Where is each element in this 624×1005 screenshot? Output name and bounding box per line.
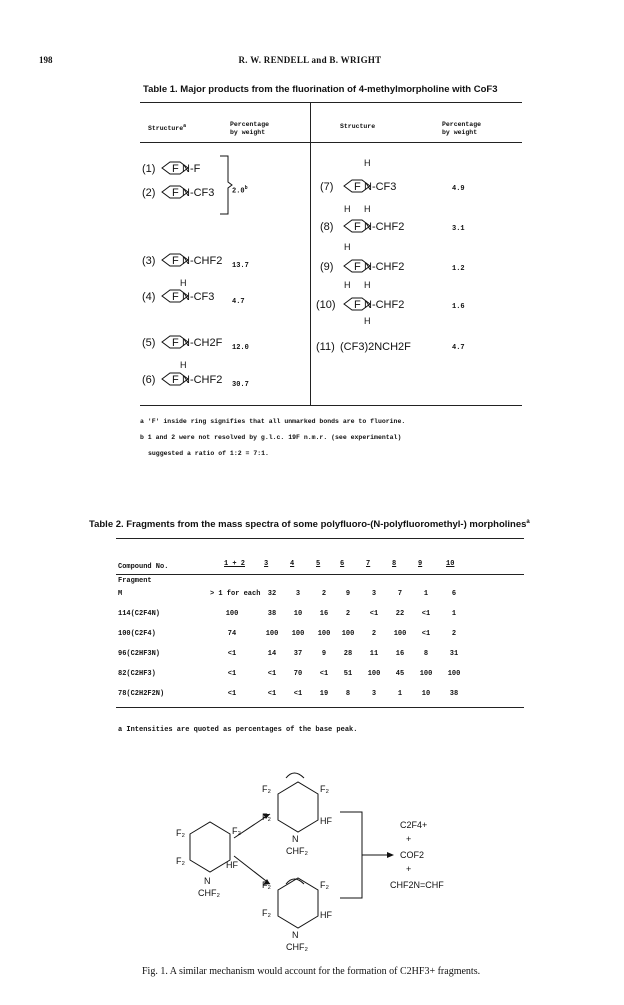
t2-cell: 45	[395, 670, 405, 678]
t1-right-label-11: (CF3)2NCH2F	[340, 341, 411, 353]
t1-left-num-5: (5)	[142, 337, 156, 349]
t1-right-num-9: (9)	[320, 261, 334, 273]
t2-cell: <1	[421, 610, 431, 618]
t1-left-value-6: 30.7	[232, 381, 249, 389]
t1-ring-f-7: F	[354, 181, 361, 193]
figure1-caption: Fig. 1. A similar mechanism would account for the formation of C2HF3+ fragments.	[142, 966, 481, 977]
t2-cell: 100	[341, 630, 355, 638]
t1-ring-f-10: F	[354, 299, 361, 311]
t1-right-value-9: 1.2	[452, 265, 465, 273]
t1-left-label-4: N-CF3	[182, 291, 215, 303]
fig-product-1: C2F4+	[400, 820, 428, 830]
t2-cell: 100	[265, 630, 279, 638]
t2-fragment: 82(C2HF3)	[118, 670, 156, 678]
t1-left-value-3: 13.7	[232, 262, 249, 270]
svg-text:F₂: F₂	[262, 880, 271, 890]
t2-cell: 32	[267, 590, 277, 598]
t1-footnote-b: b 1 and 2 were not resolved by g.l.c. 19F n.m.r. (see experimental)	[140, 434, 402, 441]
table1-header-rule	[140, 142, 522, 143]
t1-left-value-2: 2.0$^b$	[232, 185, 248, 196]
t1-header-percentage-right: Percentage by weight	[442, 121, 482, 136]
t2-cell: 11	[369, 650, 379, 658]
t1-ring-f-9: F	[354, 261, 361, 273]
t2-col-header-label: Compound No.	[118, 563, 169, 571]
t2-cell: 100	[367, 670, 381, 678]
t2-cell: 2	[345, 610, 351, 618]
t2-cell: 1	[423, 590, 429, 598]
t2-cell: 9	[345, 590, 351, 598]
t2-compound-header: 4	[290, 560, 295, 568]
t2-cell: 10	[293, 610, 303, 618]
t1-h-10b: H	[364, 280, 371, 290]
t2-cell: <1	[421, 630, 431, 638]
t1-header-structure-right: Structure	[340, 123, 376, 130]
svg-text:F₂: F₂	[262, 812, 271, 822]
t2-cell: 100	[317, 630, 331, 638]
t2-cell: <1	[227, 650, 237, 658]
t1-header-structure: Structure$^a$	[148, 123, 187, 133]
t1-ring-f-4: F	[172, 291, 179, 303]
t1-ring-f-8: F	[354, 221, 361, 233]
t2-cell: <1	[227, 670, 237, 678]
running-head: R. W. RENDELL and B. WRIGHT	[238, 55, 382, 65]
t1-header-percentage: Percentage by weight	[230, 121, 270, 136]
t2-cell: 38	[449, 690, 459, 698]
table1-top-rule	[140, 102, 522, 103]
svg-text:F₂: F₂	[320, 880, 329, 890]
svg-text:F₂: F₂	[176, 828, 185, 838]
t1-left-value-5: 12.0	[232, 344, 249, 352]
t1-ring-f-6: F	[172, 374, 179, 386]
t1-ring-f-5: F	[172, 337, 179, 349]
t2-cell: 6	[451, 590, 457, 598]
t2-cell: 14	[267, 650, 277, 658]
t2-compound-header: 5	[316, 560, 321, 568]
page-number: 198	[39, 55, 53, 65]
t2-cell: 8	[423, 650, 429, 658]
table1-column-divider	[310, 102, 311, 405]
t2-cell: 16	[395, 650, 405, 658]
t1-right-num-11: (11)	[316, 341, 335, 353]
t2-cell: 3	[371, 690, 377, 698]
t2-fragment: 100(C2F4)	[118, 630, 156, 638]
t2-cell: <1	[369, 610, 379, 618]
table2-caption: Table 2. Fragments from the mass spectra of some polyfluoro-(N-polyfluoromethyl-) morpholines$^a$	[89, 519, 530, 531]
t1-left-label-2: N-CF3	[182, 187, 215, 199]
t1-left-num-6: (6)	[142, 374, 156, 386]
t1-right-value-8: 3.1	[452, 225, 465, 233]
t1-left-num-2: (2)	[142, 187, 156, 199]
t1-left-num-1: (1)	[142, 163, 156, 175]
t1-footnote-a: a 'F' inside ring signifies that all unmarked bonds are to fluorine.	[140, 418, 406, 425]
fig-product-3: CHF2N=CHF	[390, 880, 444, 890]
table2-header-rule	[116, 574, 524, 575]
t2-cell: <1	[267, 670, 277, 678]
svg-text:F₂: F₂	[176, 856, 185, 866]
t2-fragment-label: Fragment	[118, 577, 152, 585]
t2-cell: <1	[293, 690, 303, 698]
t2-cell: 100	[225, 610, 239, 618]
table1-bottom-rule	[140, 405, 522, 406]
fig-upper-ring	[278, 782, 318, 832]
svg-text:F₂: F₂	[262, 784, 271, 794]
svg-text:F₂: F₂	[320, 784, 329, 794]
svg-text:F₂: F₂	[232, 826, 241, 836]
t1-ring-f-3: F	[172, 255, 179, 267]
t1-left-label-6: N-CHF2	[182, 374, 223, 386]
t1-h-4: H	[180, 278, 187, 288]
fig-product-2: COF2	[400, 850, 425, 860]
t2-compound-header: 1 + 2	[224, 560, 246, 568]
t1-h-7: H	[364, 158, 371, 168]
t1-left-label-3: N-CHF2	[182, 255, 223, 267]
t2-fragment: 96(C2HF3N)	[118, 650, 161, 658]
t2-cell: 8	[345, 690, 351, 698]
t2-cell: > 1 for each	[210, 590, 261, 598]
t1-right-label-8: N-CHF2	[364, 221, 405, 233]
t2-cell: 100	[291, 630, 305, 638]
t1-h-8b: H	[364, 204, 371, 214]
t1-right-value-7: 4.9	[452, 185, 465, 193]
t2-compound-header: 6	[340, 560, 345, 568]
fig-product-plus-2: +	[406, 864, 412, 874]
t1-left-label-5: N-CH2F	[182, 337, 223, 349]
t2-cell: 2	[321, 590, 327, 598]
svg-text:HF: HF	[320, 816, 332, 826]
t2-fragment: M	[118, 590, 123, 598]
table2-top-rule	[116, 538, 524, 539]
t1-right-value-11: 4.7	[452, 344, 465, 352]
figure1-mechanism	[170, 772, 500, 962]
t2-cell: 100	[393, 630, 407, 638]
svg-text:HF: HF	[226, 860, 238, 870]
t2-compound-header: 8	[392, 560, 397, 568]
t2-cell: 3	[371, 590, 377, 598]
svg-text:F₂: F₂	[262, 908, 271, 918]
t2-cell: 10	[421, 690, 431, 698]
t2-cell: 2	[451, 630, 457, 638]
t2-cell: 16	[319, 610, 329, 618]
t2-cell: 7	[397, 590, 403, 598]
svg-text:CHF₂: CHF₂	[198, 888, 220, 898]
svg-text:N: N	[292, 834, 299, 844]
fig-left-ring	[190, 822, 230, 872]
t1-right-label-7: N-CF3	[364, 181, 397, 193]
fig-bracket	[340, 812, 362, 898]
t2-cell: 70	[293, 670, 303, 678]
t2-cell: 9	[321, 650, 327, 658]
t2-footnote: a Intensities are quoted as percentages of the base peak.	[118, 726, 358, 734]
table2-bottom-rule	[116, 707, 524, 708]
t2-cell: 22	[395, 610, 405, 618]
t2-fragment: 114(C2F4N)	[118, 610, 161, 618]
svg-text:N: N	[204, 876, 211, 886]
t1-right-num-7: (7)	[320, 181, 334, 193]
t2-cell: 1	[397, 690, 403, 698]
svg-text:HF: HF	[320, 910, 332, 920]
t2-fragment: 78(C2H2F2N)	[118, 690, 165, 698]
t1-h-10c: H	[364, 316, 371, 326]
t1-right-num-8: (8)	[320, 221, 334, 233]
t2-compound-header: 10	[446, 560, 455, 568]
fig-product-plus-1: +	[406, 834, 412, 844]
t2-cell: 100	[419, 670, 433, 678]
svg-text:CHF₂: CHF₂	[286, 846, 308, 856]
t2-cell: 3	[295, 590, 301, 598]
t2-compound-header: 3	[264, 560, 269, 568]
t1-h-10a: H	[344, 280, 351, 290]
t2-cell: 28	[343, 650, 353, 658]
t2-cell: <1	[267, 690, 277, 698]
t2-compound-header: 9	[418, 560, 423, 568]
fig-lower-ring	[278, 878, 318, 928]
t2-cell: 74	[227, 630, 237, 638]
t1-left-structures	[140, 146, 310, 401]
t1-ring-f-2: F	[172, 187, 179, 199]
t2-cell: 38	[267, 610, 277, 618]
t2-cell: 51	[343, 670, 353, 678]
t1-h-9: H	[344, 242, 351, 252]
t2-cell: 2	[371, 630, 377, 638]
t1-right-num-10: (10)	[316, 299, 336, 311]
t1-ring-f-1: F	[172, 163, 179, 175]
svg-text:CHF₂: CHF₂	[286, 942, 308, 952]
t2-cell: 100	[447, 670, 461, 678]
t2-cell: 1	[451, 610, 457, 618]
svg-text:N: N	[292, 930, 299, 940]
t1-right-label-10: N-CHF2	[364, 299, 405, 311]
t1-footnote-b-cont: suggested a ratio of 1:2 = 7:1.	[148, 450, 269, 457]
t1-left-num-3: (3)	[142, 255, 156, 267]
t2-cell: <1	[227, 690, 237, 698]
t1-right-value-10: 1.6	[452, 303, 465, 311]
t2-cell: 31	[449, 650, 459, 658]
t1-left-num-4: (4)	[142, 291, 156, 303]
t1-h-6: H	[180, 360, 187, 370]
t1-right-structures	[314, 146, 444, 361]
t2-cell: <1	[319, 670, 329, 678]
t1-h-8a: H	[344, 204, 351, 214]
t1-right-label-9: N-CHF2	[364, 261, 405, 273]
t1-left-value-4: 4.7	[232, 298, 245, 306]
table1-caption: Table 1. Major products from the fluorination of 4-methylmorpholine with CoF3	[143, 84, 498, 95]
t1-left-label-1: N-F	[182, 163, 201, 175]
t2-cell: 19	[319, 690, 329, 698]
t2-compound-header: 7	[366, 560, 371, 568]
t2-cell: 37	[293, 650, 303, 658]
